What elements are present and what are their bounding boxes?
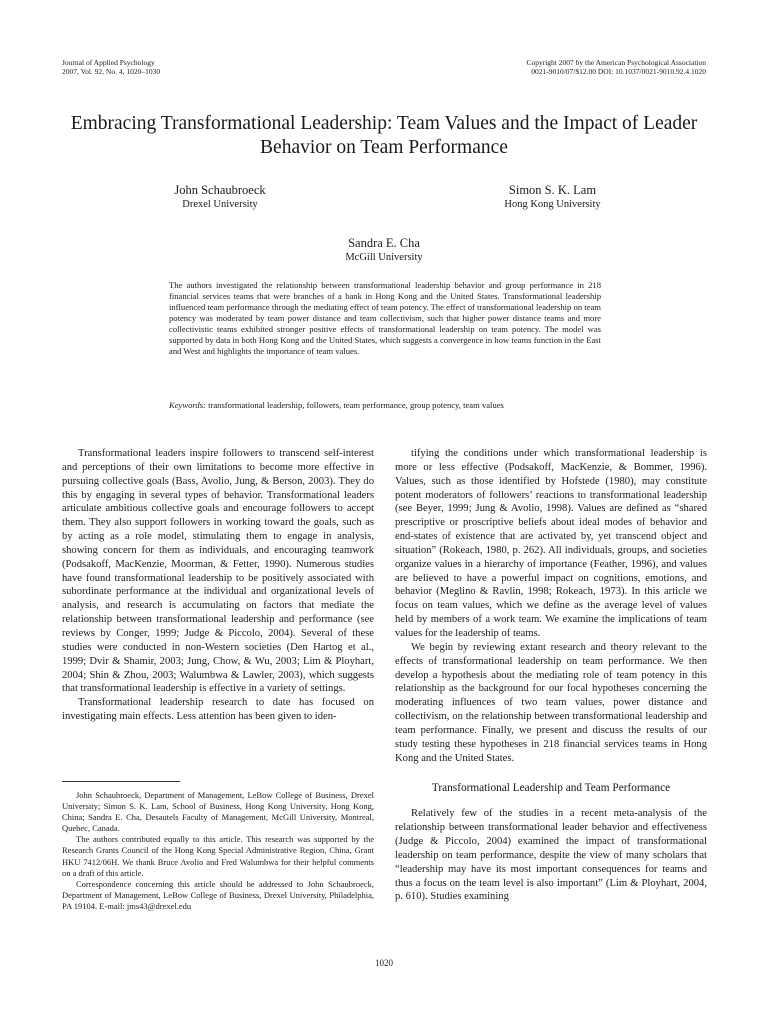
footnote-paragraph: John Schaubroeck, Department of Management, LeBow College of Business, Drexel University; Simon S. K. Lam, School of Business, Hong Kong University, Hong Kong, China; Sandra E. Cha, Desautels Faculty of Management, McGill University, Montreal, Quebec, Canada.: [62, 790, 374, 834]
author-name: Simon S. K. Lam: [508, 183, 597, 197]
author-affiliation: Drexel University: [182, 199, 258, 210]
article-title: Embracing Transformational Leadership: Team Values and the Impact of Leader Behavior on Team Performance: [70, 113, 698, 158]
keywords-label: Keywords:: [169, 400, 206, 410]
journal-volume: 2007, Vol. 92, No. 4, 1020–1030: [62, 67, 161, 76]
footnote-paragraph: The authors contributed equally to this article. This research was supported by the Research Grants Council of the Hong Kong Special Administrative Region, China, Grant HKU 7412/06H. We thank Bruce Avolio and Fred Walumbwa for their helpful comments on a draft of this article.: [62, 834, 374, 878]
author-name: John Schaubroeck: [174, 183, 266, 197]
keywords: [169, 400, 601, 411]
footnote-divider: [62, 781, 180, 782]
body-paragraph: Relatively few of the studies in a recent meta-analysis of the relationship between transformational leader behavior and effectiveness (Judge & Piccolo, 2004) examined the impact of transformational leadership on team performance, despite the view of many scholars that “leadership may have its most important consequences for teams and thus a focus on the team level is also important” (Lim & Ployhart, 2004, p. 610). Studies examining: [395, 808, 707, 903]
doi-line: 0021-9010/07/$12.00 DOI: 10.1037/0021-9010.92.4.1020: [531, 67, 706, 76]
author-block-2: [465, 183, 640, 211]
footnote-paragraph: Correspondence concerning this article should be addressed to John Schaubroeck, Department of Management, LeBow College of Business, Drexel University, Philadelphia, PA 19104. E-mail: jms43@drexel.edu: [62, 878, 374, 911]
body-paragraph: We begin by reviewing extant research and theory relevant to the effects of transformational leadership on team performance. We then develop a hypothesis about the mediating role of team potency in this relationship as the background for our focal hypotheses concerning the moderating influences of two team values, power distance and collectivism, on the relationship between transformational leadership and team performance. Finally, we present and discuss the results of our study testing these hypotheses in 218 financial services teams in Hong Kong and the United States.: [395, 641, 707, 764]
author-block-1: [140, 183, 300, 211]
author-note: [62, 790, 374, 912]
abstract: The authors investigated the relationship between transformational leadership behavior and group performance in 218 financial services teams that were branches of a bank in Hong Kong and the United States. Transformational leadership influenced team performance through the mediating effect of team potency. The effect of transformational leadership on team potency was moderated by team power distance and team collectivism, such that higher power distance teams and more collectivistic teams exhibited stronger positive effects of transformational leadership on team potency. The model was supported by data in both Hong Kong and the United States, which suggests a convergence in how teams function in the East and West and highlights the importance of team values.: [169, 280, 601, 357]
body-paragraph: Transformational leadership research to date has focused on investigating main effects. Less attention has been given to iden-: [62, 697, 374, 723]
body-column-left: [62, 447, 374, 724]
journal-header: [62, 58, 160, 76]
keywords-text: transformational leadership, followers, team performance, group potency, team values: [208, 400, 504, 410]
author-affiliation: McGill University: [345, 252, 423, 263]
section-heading: Transformational Leadership and Team Performance: [431, 782, 671, 795]
author-name: Sandra E. Cha: [348, 236, 420, 250]
journal-name: Journal of Applied Psychology: [62, 58, 155, 67]
copyright-header: [526, 58, 706, 76]
author-affiliation: Hong Kong University: [504, 199, 601, 210]
page-number: 1020: [375, 958, 393, 968]
body-paragraph: Transformational leaders inspire followers to transcend self-interest and perceptions of their own limitations to become more effective in pursuing collective goals (Bass, Avolio, Jung, & Berson, 2003). They do this by engaging in several types of behavior. Transformational leaders articulate ambitious collective goals and encourage followers to accept them. They also support followers in working toward the goals, such as by acting as a role model, stimulating them to engage in analysis, showing concern for them as individuals, and encouraging teamwork (Podsakoff, MacKenzie, Moorman, & Fetter, 1990). Numerous studies have found transformational leadership to be positively associated with subordinate performance at the individual and organizational levels of analysis, and research is accumulating on factors that mediate the relationship between transformational leadership and performance (see reviews by Conger, 1999; Judge & Piccolo, 2004). Several of these studies were conducted in non-Western societies (Den Hartog et al., 1999; Dvir & Shamir, 2003; Jung, Chow, & Wu, 2003; Lim & Ployhart, 2004; Shin & Zhou, 2003; Walumbwa & Lawler, 2003), which suggests that transformational leadership is effective in a variety of settings.: [62, 448, 374, 695]
copyright-line: Copyright 2007 by the American Psychological Association: [526, 58, 706, 67]
body-paragraph: tifying the conditions under which transformational leadership is more or less effective (Podsakoff, MacKenzie, & Bommer, 1996). Values, such as those identified by Hofstede (1980), may constitute potent moderators of followers’ reactions to transformational leadership (see Beyer, 1999; Jung & Avolio, 1998). Values are defined as “shared prescriptive or proscriptive beliefs about ideal modes of behavior and end-states of existence that are activated by, yet transcend object and situation” (Rokeach, 1980, p. 262). All individuals, groups, and societies organize values in a hierarchy of importance (Feather, 1996), and values are believed to have a powerful impact on cognitions, emotions, and behavior (Meglino & Ravlin, 1998; Rokeach, 1973). In this article we focus on team values, which we define as the average level of values held by members of a work team. We examine the implications of team values for the leadership of teams.: [395, 448, 707, 639]
body-column-right: [395, 447, 707, 904]
author-block-3: [304, 236, 464, 264]
